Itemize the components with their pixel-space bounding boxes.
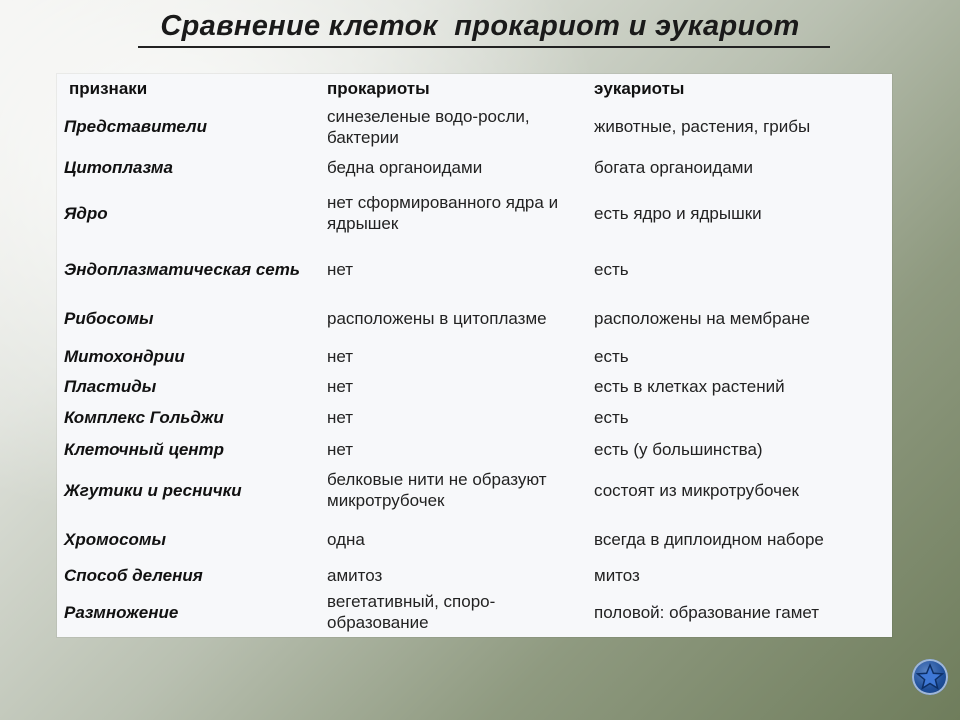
row-eukaryotes: есть bbox=[594, 259, 629, 279]
row-feature: Представители bbox=[64, 117, 207, 136]
row-prokaryotes: амитоз bbox=[327, 565, 383, 585]
row-eukaryotes: есть в клетках растений bbox=[594, 376, 785, 396]
row-prokaryotes: нет bbox=[327, 346, 354, 366]
table-row bbox=[57, 371, 892, 401]
row-feature: Пластиды bbox=[64, 376, 157, 396]
table-row bbox=[57, 401, 892, 433]
row-eukaryotes: есть (у большинства) bbox=[594, 439, 763, 459]
row-feature: Хромосомы bbox=[64, 529, 166, 549]
row-eukaryotes: есть bbox=[594, 346, 629, 366]
row-prokaryotes: белковые нити не образуют микротрубочек bbox=[327, 470, 547, 510]
title-underline bbox=[138, 46, 830, 48]
row-eukaryotes: есть ядро и ядрышки bbox=[594, 203, 762, 223]
row-prokaryotes: нет bbox=[327, 407, 354, 427]
table-row bbox=[57, 515, 892, 563]
table-row bbox=[57, 295, 892, 341]
row-feature: Комплекс Гольджи bbox=[64, 407, 224, 427]
row-eukaryotes: половой: образование гамет bbox=[594, 602, 820, 622]
header-prokaryotes: прокариоты bbox=[327, 78, 430, 98]
row-prokaryotes: одна bbox=[327, 529, 365, 549]
header-features: признаки bbox=[69, 78, 148, 98]
row-eukaryotes: есть bbox=[594, 407, 629, 427]
table-row bbox=[57, 243, 892, 295]
row-eukaryotes: всегда в диплоидном наборе bbox=[594, 529, 824, 549]
row-feature: Цитоплазма bbox=[64, 157, 173, 177]
table-row bbox=[57, 341, 892, 371]
table-row bbox=[57, 465, 892, 515]
row-prokaryotes: вегетативный, споро-образование bbox=[327, 592, 496, 632]
table-row bbox=[57, 433, 892, 465]
table-header-row bbox=[57, 74, 892, 102]
header-eukaryotes: эукариоты bbox=[594, 78, 685, 98]
star-icon[interactable] bbox=[912, 659, 948, 695]
row-eukaryotes: состоят из микротрубочек bbox=[594, 480, 799, 500]
row-prokaryotes: нет bbox=[327, 259, 354, 279]
table-row bbox=[57, 563, 892, 587]
table-row bbox=[57, 183, 892, 243]
comparison-table bbox=[57, 74, 892, 637]
row-prokaryotes: нет bbox=[327, 376, 354, 396]
row-prokaryotes: синезеленые водо-росли, бактерии bbox=[327, 106, 530, 147]
table-row bbox=[57, 102, 892, 151]
row-eukaryotes: митоз bbox=[594, 565, 640, 585]
row-prokaryotes: расположены в цитоплазме bbox=[327, 308, 547, 328]
table-row bbox=[57, 587, 892, 637]
row-prokaryotes: нет сформированного ядра и ядрышек bbox=[327, 193, 559, 233]
row-feature: Эндоплазматическая сеть bbox=[64, 259, 300, 279]
row-feature: Клеточный центр bbox=[64, 439, 225, 459]
table-row bbox=[57, 151, 892, 183]
row-feature: Ядро bbox=[64, 203, 108, 223]
row-eukaryotes: животные, растения, грибы bbox=[594, 117, 811, 136]
row-feature: Способ деления bbox=[64, 565, 203, 585]
row-feature: Рибосомы bbox=[64, 308, 154, 328]
row-feature: Размножение bbox=[64, 602, 179, 622]
row-prokaryotes: нет bbox=[327, 439, 354, 459]
page-title: Сравнение клеток прокариот и эукариот bbox=[160, 10, 800, 42]
row-eukaryotes: богата органоидами bbox=[594, 157, 753, 177]
row-eukaryotes: расположены на мембране bbox=[594, 308, 810, 328]
row-feature: Жгутики и реснички bbox=[64, 480, 242, 500]
row-feature: Митохондрии bbox=[64, 346, 185, 366]
row-prokaryotes: бедна органоидами bbox=[327, 157, 483, 177]
